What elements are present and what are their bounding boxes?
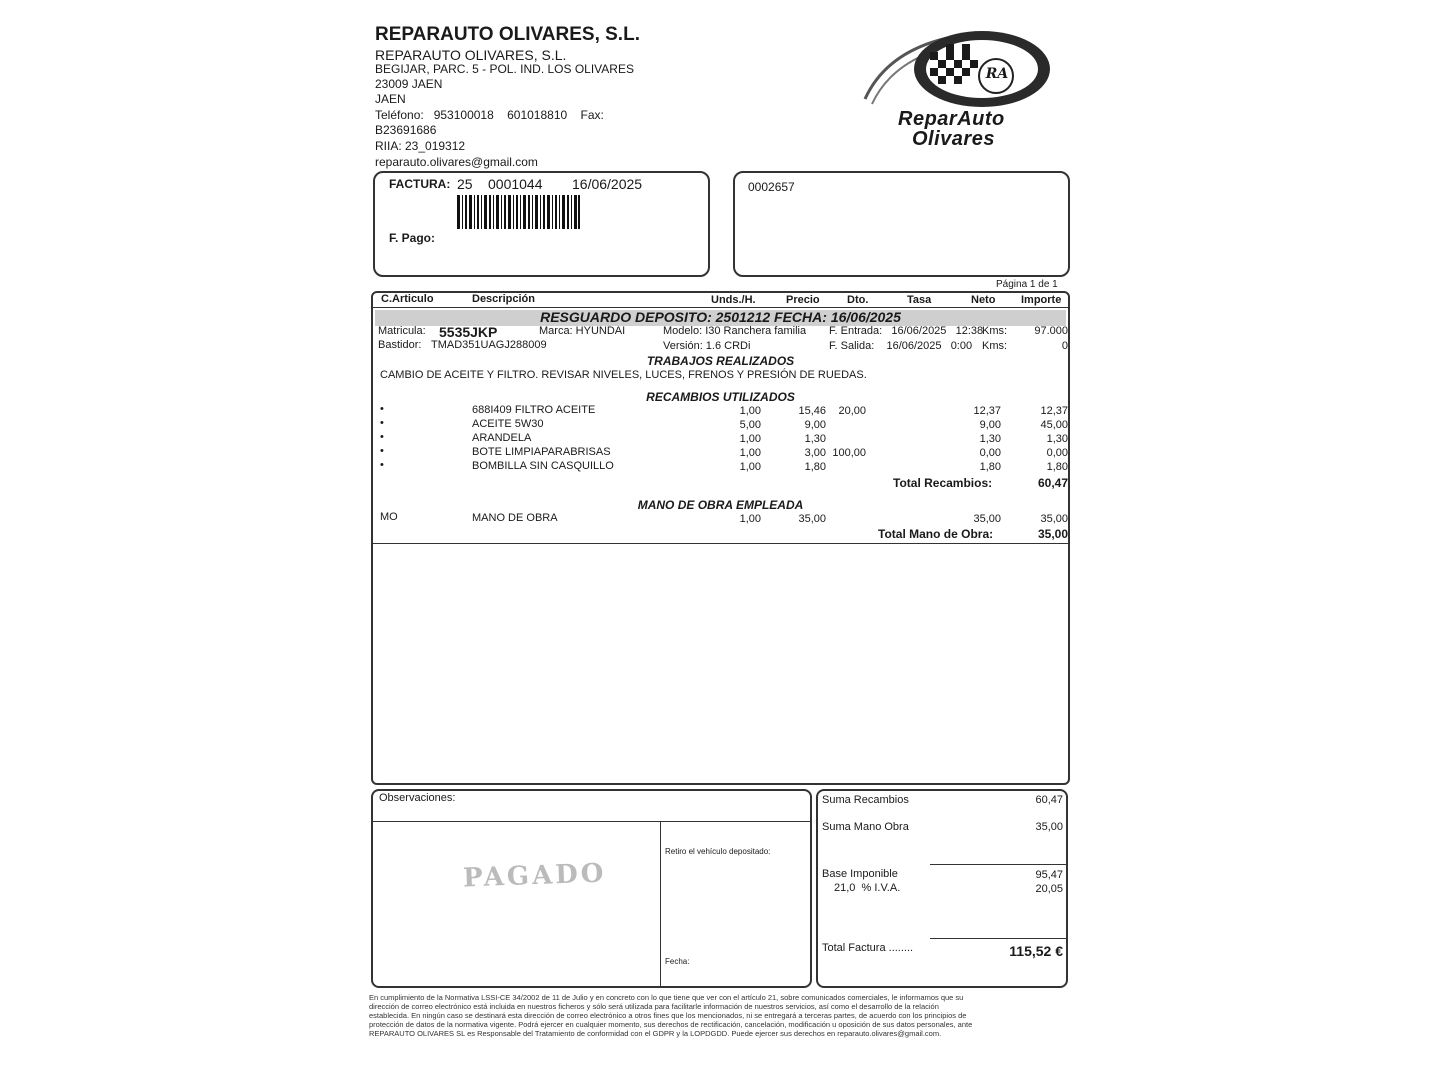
part-description: ARANDELA	[472, 432, 532, 444]
parts-heading: RECAMBIOS UTILIZADOS	[646, 390, 795, 404]
labor-total: 35,00	[1037, 527, 1068, 541]
deposit-title: RESGUARDO DEPOSITO: 2501212 FECHA: 16/06/2025	[540, 309, 901, 325]
logo-text-line2: Olivares	[912, 128, 995, 150]
items-table	[371, 291, 1070, 785]
part-description: ACEITE 5W30	[472, 418, 544, 430]
sum-labor-label: Suma Mano Obra	[822, 821, 909, 833]
payment-label: F. Pago:	[389, 231, 436, 245]
logo-initials: RA	[985, 66, 1009, 82]
part-price: 15,46	[798, 405, 826, 417]
part-description: BOMBILLA SIN CASQUILLO	[472, 460, 614, 472]
client-box	[733, 171, 1070, 277]
parts-total-label: Total Recambios:	[893, 476, 993, 490]
work-description: CAMBIO DE ACEITE Y FILTRO. REVISAR NIVELES, LUCES, FRENOS Y PRESIÓN DE RUEDAS.	[380, 369, 867, 381]
legal-notice: En cumplimiento de la Normativa LSSI-CE 34/2002 de 11 de Julio y en concreto con lo que tiene que ver con el artículo 21, sobre comunicados comerciales, le informamos que su dirección de correo electrónico está incluida en nuestros ficheros y sólo será utilizada para facilitarle información de nuestros servicios, así como el desarrollo de la relación establecida. En ningún caso se destinará esta dirección de correo electrónico a otros fines que los mencionados, ni se entregará a terceras partes, de acuerdo con los principios de protección de datos de la normativa vigente. Podrá ejercer en cualquier momento, sus derechos de rectificación, cancelación, modificación u oposición de sus datos personales, ante REPARAUTO OLIVARES SL es Responsable del Tratamiento de conformidad con el GDPR y la LOPDGDD. Puede ejercer sus derechos en reparauto.olivares@gmail.com.	[369, 993, 973, 1038]
entry-kms: 97.000	[1034, 325, 1068, 337]
labor-price: 35,00	[798, 513, 826, 525]
part-units: 1,00	[739, 405, 761, 417]
total-divider	[930, 938, 1066, 939]
entry-kms-label: Kms:	[982, 325, 1008, 337]
col-header-code: C.Articulo	[381, 293, 434, 305]
labor-amount: 35,00	[1040, 513, 1068, 525]
part-code: •	[380, 445, 384, 457]
part-price: 1,30	[804, 433, 826, 445]
part-code: •	[380, 403, 384, 415]
labor-description: MANO DE OBRA	[472, 512, 558, 524]
part-amount: 1,30	[1046, 433, 1068, 445]
observations-label: Observaciones:	[379, 792, 456, 804]
labor-net: 35,00	[973, 513, 1001, 525]
part-units: 1,00	[739, 433, 761, 445]
vehicle-version: Versión: 1.6 CRDi	[663, 340, 751, 352]
part-amount: 1,80	[1046, 461, 1068, 473]
part-discount: 20,00	[838, 405, 866, 417]
col-header-units: Unds./H.	[711, 294, 756, 306]
exit-date: F. Salida: 16/06/2025 0:00	[829, 340, 973, 352]
sum-parts-label: Suma Recambios	[822, 794, 909, 806]
part-price: 9,00	[804, 419, 826, 431]
logo-text-line1: ReparAuto	[898, 108, 1005, 130]
vin-label: Bastidor:	[378, 339, 422, 351]
company-name-title: REPARAUTO OLIVARES, S.L.	[375, 24, 640, 45]
exit-kms: 0	[1061, 340, 1068, 352]
entry-date: F. Entrada: 16/06/2025 12:38	[829, 325, 984, 337]
logo-emblem	[860, 24, 1060, 114]
part-net: 0,00	[979, 447, 1001, 459]
part-code: •	[380, 459, 384, 471]
col-header-net: Neto	[971, 294, 996, 306]
part-code: •	[380, 417, 384, 429]
part-discount: 100,00	[832, 447, 866, 459]
totals-box	[816, 789, 1068, 988]
work-heading: TRABAJOS REALIZADOS	[646, 354, 795, 368]
invoice-total: 115,52 €	[1009, 943, 1063, 959]
company-cif: B23691686	[375, 123, 437, 137]
company-logo	[860, 24, 1060, 154]
base-label: Base Imponible	[822, 868, 898, 880]
part-price: 1,80	[804, 461, 826, 473]
col-header-description: Descripción	[472, 293, 535, 305]
company-email: reparauto.olivares@gmail.com	[375, 155, 538, 169]
barcode	[457, 195, 581, 229]
labor-code: MO	[380, 511, 398, 523]
header-divider	[373, 307, 1068, 308]
part-amount: 0,00	[1046, 447, 1068, 459]
part-net: 9,00	[979, 419, 1001, 431]
invoice-series: 25	[457, 176, 473, 192]
exit-kms-label: Kms:	[982, 340, 1008, 352]
col-header-amount: Importe	[1021, 294, 1062, 306]
part-amount: 12,37	[1040, 405, 1068, 417]
col-header-price: Precio	[786, 294, 820, 306]
company-riia: RIIA: 23_019312	[375, 139, 466, 153]
part-net: 1,30	[979, 433, 1001, 445]
col-header-discount: Dto.	[847, 294, 869, 306]
paid-stamp: PAGADO	[462, 858, 607, 894]
company-postal: 23009 JAEN	[375, 77, 443, 91]
observations-divider	[373, 821, 810, 822]
vin-value: TMAD351UAGJ288009	[431, 339, 547, 351]
parts-total: 60,47	[1037, 476, 1068, 490]
part-units: 5,00	[739, 419, 761, 431]
labor-units: 1,00	[739, 513, 761, 525]
signature-divider	[660, 822, 661, 986]
labor-heading: MANO DE OBRA EMPLEADA	[637, 498, 804, 512]
vat-value: 20,05	[1035, 883, 1063, 895]
sum-parts-value: 60,47	[1035, 794, 1063, 806]
part-amount: 45,00	[1040, 419, 1068, 431]
base-value: 95,47	[1035, 869, 1063, 881]
sum-labor-value: 35,00	[1035, 821, 1063, 833]
company-address: BEGIJAR, PARC. 5 - POL. IND. LOS OLIVARES	[375, 62, 634, 76]
part-units: 1,00	[739, 447, 761, 459]
part-net: 1,80	[979, 461, 1001, 473]
client-code: 0002657	[748, 180, 795, 194]
items-end-divider	[373, 543, 1068, 544]
part-code: •	[380, 431, 384, 443]
withdraw-date-label: Fecha:	[665, 957, 690, 966]
part-description: BOTE LIMPIAPARABRISAS	[472, 446, 611, 458]
part-net: 12,37	[973, 405, 1001, 417]
company-city: JAEN	[375, 92, 406, 106]
base-divider	[930, 864, 1066, 865]
plate-value: 5535JKP	[439, 324, 498, 340]
invoice-total-label: Total Factura ........	[822, 942, 914, 954]
invoice-label: FACTURA:	[389, 177, 451, 191]
vehicle-model: Modelo: I30 Ranchera familia	[663, 325, 807, 337]
part-description: 688I409 FILTRO ACEITE	[472, 404, 596, 416]
part-units: 1,00	[739, 461, 761, 473]
observations-box	[371, 789, 812, 988]
page-indicator: Página 1 de 1	[996, 279, 1058, 290]
invoice-date: 16/06/2025	[572, 176, 643, 192]
col-header-tax: Tasa	[907, 294, 932, 306]
invoice-number: 0001044	[488, 176, 543, 192]
vehicle-brand: Marca: HYUNDAI	[539, 325, 626, 337]
company-phone: Teléfono: 953100018 601018810 Fax:	[375, 108, 604, 122]
part-price: 3,00	[804, 447, 826, 459]
withdraw-label: Retiro el vehículo depositado:	[665, 847, 771, 856]
vat-label: 21,0 % I.V.A.	[834, 882, 901, 894]
company-name: REPARAUTO OLIVARES, S.L.	[375, 47, 567, 63]
invoice-box	[373, 171, 710, 277]
labor-total-label: Total Mano de Obra:	[878, 527, 994, 541]
plate-label: Matricula:	[378, 325, 426, 337]
